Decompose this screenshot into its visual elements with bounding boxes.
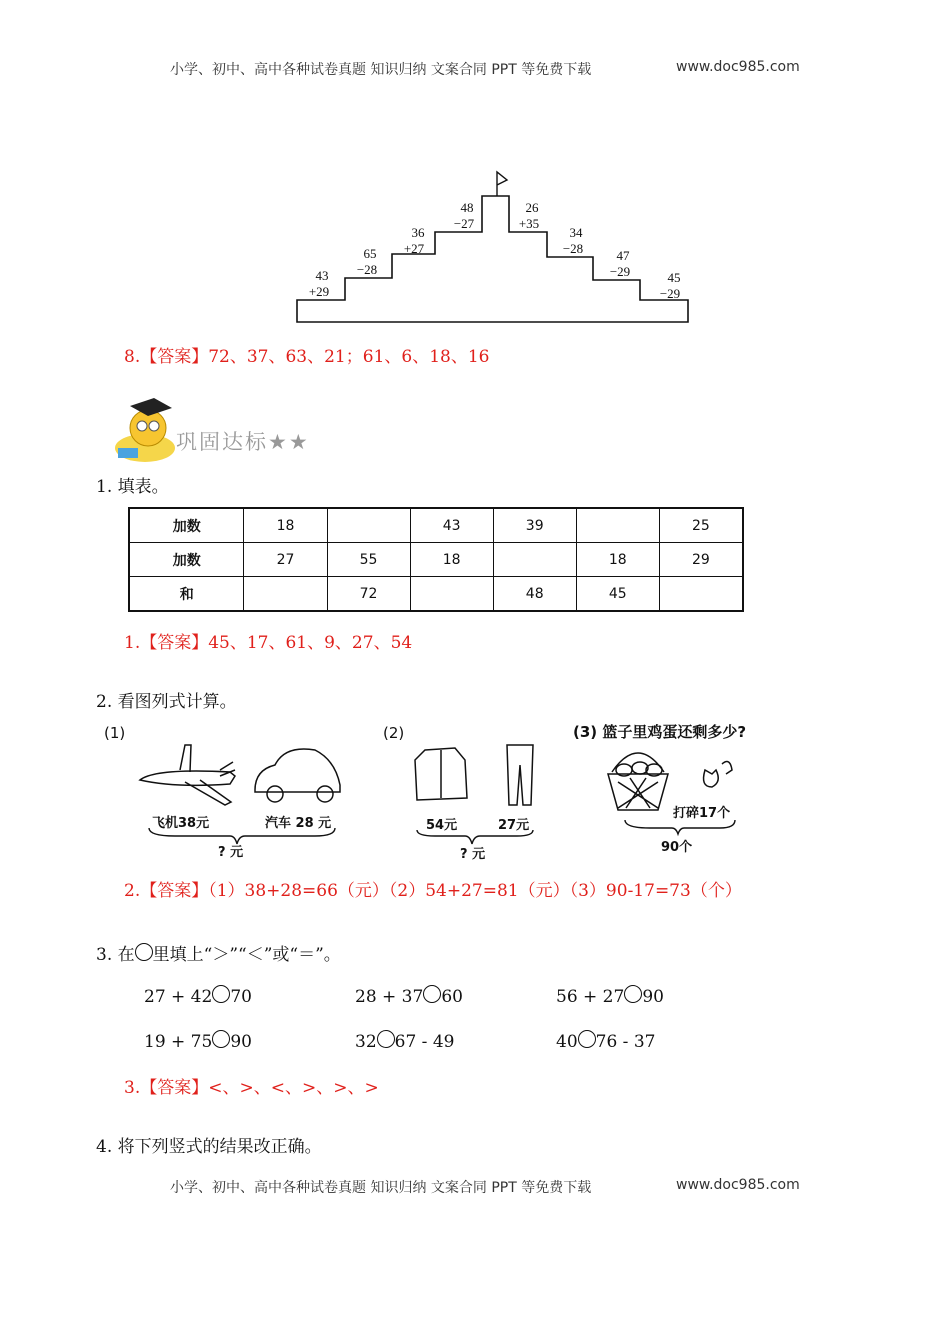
cell: 加数 [129,508,244,543]
step-num: 43 [315,268,329,283]
cell: 加数 [129,543,244,577]
broken-count: 打碎17个 [673,806,731,821]
step-num: 34 [569,225,583,240]
cell[interactable] [410,577,493,612]
q3-title-a: 3. 在 [96,945,135,965]
answer-circle[interactable] [377,1030,395,1048]
compare-item: 56 + 27 90 [556,987,664,1007]
part-1-label: (1) [104,724,126,742]
table-row [129,543,743,577]
total-count: 90个 [661,840,693,855]
section-badge: 巩固达标★★ [176,430,310,454]
cell: 18 [410,543,493,577]
header-link[interactable]: www.doc985.com [676,59,800,75]
cell: 55 [327,543,410,577]
answer-8: 8.【答案】72、37、63、21；61、6、18、16 [124,347,490,367]
answer-circle[interactable] [578,1030,596,1048]
step-op: +27 [403,241,425,256]
footer-text: 小学、初中、高中各种试卷真题 知识归纳 文案合同 PPT 等免费下载 [170,1180,592,1196]
step-op: −28 [356,262,378,277]
egg-basket-icon [608,753,668,810]
step-num: 47 [616,248,630,263]
cell[interactable] [576,508,659,543]
header-text: 小学、初中、高中各种试卷真题 知识归纳 文案合同 PPT 等免费下载 [170,62,592,78]
brace [625,820,735,834]
cell[interactable] [493,543,576,577]
compare-item: 19 + 75 90 [144,1032,252,1052]
part-3-label: (3) 篮子里鸡蛋还剩多少? [573,723,747,741]
answer-circle[interactable] [212,1030,230,1048]
question-1-title: 1. 填表。 [96,477,169,497]
step-num: 36 [411,225,425,240]
answer-circle[interactable] [423,985,441,1003]
step-op: +35 [518,216,540,231]
cell[interactable] [327,508,410,543]
part-2-label: (2) [383,724,405,742]
cell: 和 [129,577,244,612]
cell: 27 [244,543,327,577]
step-num: 65 [363,246,377,261]
cell: 48 [493,577,576,612]
cell: 25 [659,508,743,543]
answer-circle[interactable] [212,985,230,1003]
cell[interactable] [659,577,743,612]
total-unknown: ? 元 [218,845,244,860]
circle-icon [135,943,153,961]
flag-icon [497,172,507,196]
cell[interactable] [244,577,327,612]
table-row [129,577,743,612]
step-op: −29 [659,286,681,301]
answer-circle[interactable] [624,985,642,1003]
question-4-title: 4. 将下列竖式的结果改正确。 [96,1137,322,1157]
question-2-title: 2. 看图列式计算。 [96,692,237,712]
car-icon [255,749,340,802]
step-num: 26 [525,200,539,215]
broken-egg-icon [704,762,732,787]
answer-3: 3.【答案】<、>、<、>、>、> [124,1078,379,1098]
footer-link[interactable]: www.doc985.com [676,1177,800,1193]
airplane-price: 飞机38元 [152,816,210,831]
jacket-price: 54元 [426,818,458,833]
step-op: +29 [308,284,330,299]
step-op: −28 [562,241,584,256]
cell: 45 [576,577,659,612]
compare-item: 28 + 37 60 [355,987,463,1007]
airplane-icon [140,745,235,805]
pants-icon [507,745,533,805]
cell: 18 [576,543,659,577]
fill-table [128,507,744,612]
pants-price: 27元 [498,818,530,833]
q3-title-b: 里填上“＞”“＜”或“＝”。 [152,945,341,965]
step-op: −27 [453,216,475,231]
cell: 29 [659,543,743,577]
cell: 18 [244,508,327,543]
compare-item: 40 76 - 37 [556,1032,656,1052]
answer-1: 1.【答案】45、17、61、9、27、54 [124,633,413,653]
staircase-diagram [0,0,950,340]
part-3-figure [600,742,750,842]
table-row [129,508,743,543]
part-2-figure [405,740,545,860]
compare-item: 27 + 42 70 [144,987,252,1007]
answer-2: 2.【答案】（1）38+28=66（元）（2）54+27=81（元）（3）90-17=73（个） [124,881,742,901]
compare-item: 32 67 - 49 [355,1032,455,1052]
cell: 39 [493,508,576,543]
question-3-title [96,940,341,965]
jacket-icon [415,748,467,800]
mascot-icon [110,398,180,466]
cell: 72 [327,577,410,612]
car-price: 汽车 28 元 [265,816,332,831]
step-op: −29 [609,264,631,279]
step-num: 45 [667,270,681,285]
total-unknown: ? 元 [460,847,486,862]
step-num: 48 [460,200,474,215]
cell: 43 [410,508,493,543]
